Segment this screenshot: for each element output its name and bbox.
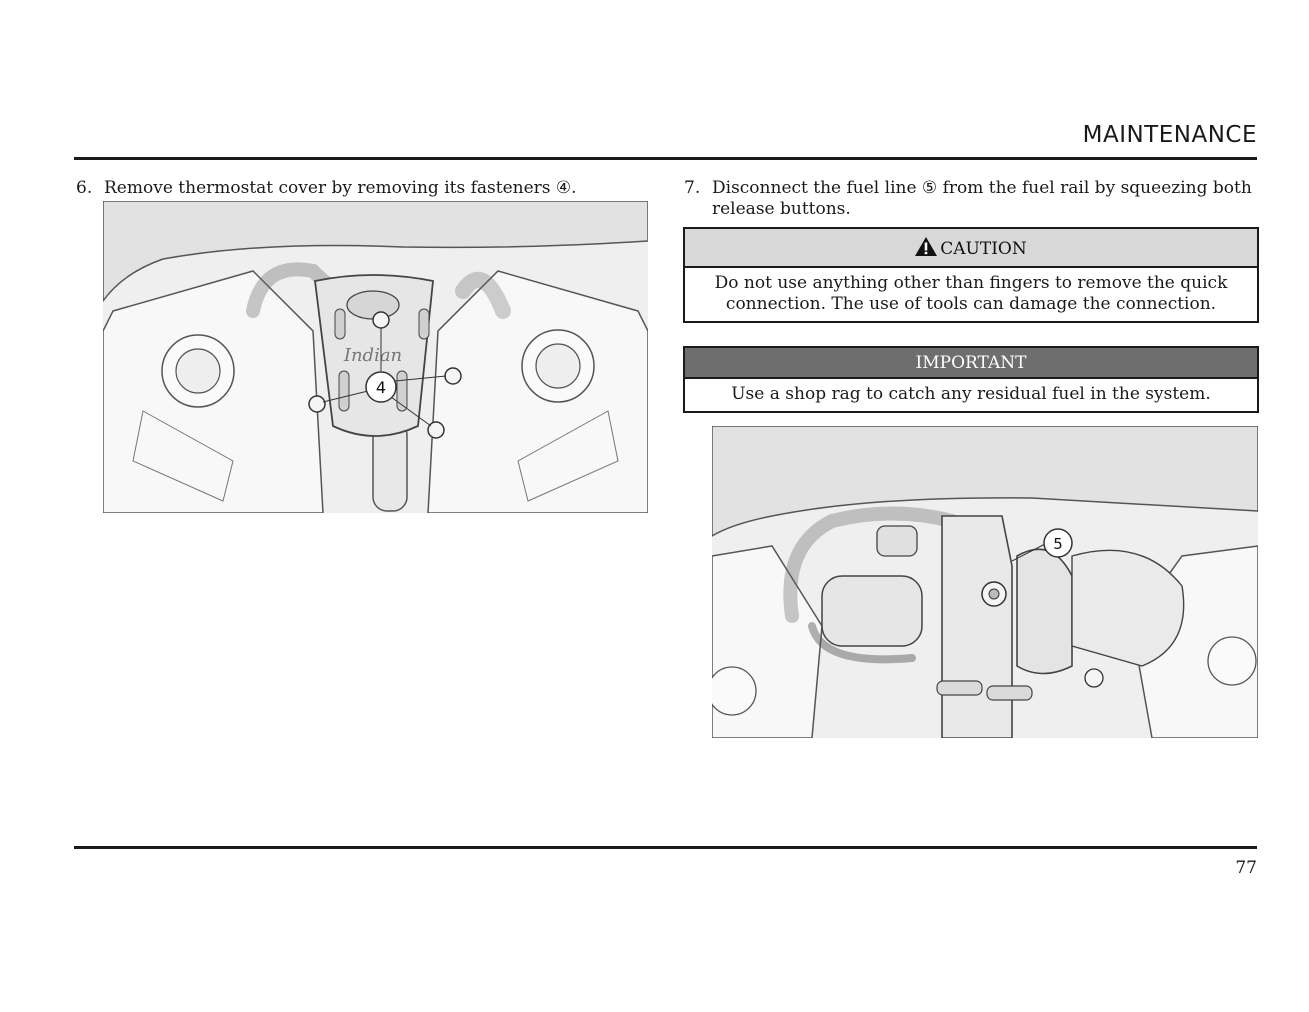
footer-rule [74,846,1257,849]
callout-4: 4 [375,378,387,397]
header-rule [74,157,1257,160]
step-6-number: 6. [76,178,93,198]
important-text: Use a shop rag to catch any residual fuel in the system. [731,384,1211,404]
callout-5: 5 [1053,535,1063,553]
step-7 [684,178,1256,220]
important-box [683,346,1259,413]
cover-logo: Indian [343,345,403,366]
page-number: 77 [1235,858,1257,878]
fuel-line-illustration [712,426,1258,738]
step-6-text: Remove thermostat cover by removing its fasteners ④. [104,178,577,198]
caution-header [685,229,1257,268]
warning-triangle-icon [915,237,937,256]
caution-text: Do not use anything other than fingers to remove the quick connection. The use of tools can damage the connection. [714,273,1228,314]
thermostat-cover-figure [103,201,648,513]
caution-label: CAUTION [940,239,1027,259]
step-7-text: Disconnect the fuel line ⑤ from the fuel rail by squeezing both release buttons. [712,178,1252,219]
step-6 [76,178,636,199]
fuel-line-figure [712,426,1258,738]
step-7-number: 7. [684,178,701,198]
caution-box [683,227,1259,323]
thermostat-cover-illustration [103,201,648,513]
section-title: MAINTENANCE [1082,122,1257,148]
important-label: IMPORTANT [685,348,1257,379]
